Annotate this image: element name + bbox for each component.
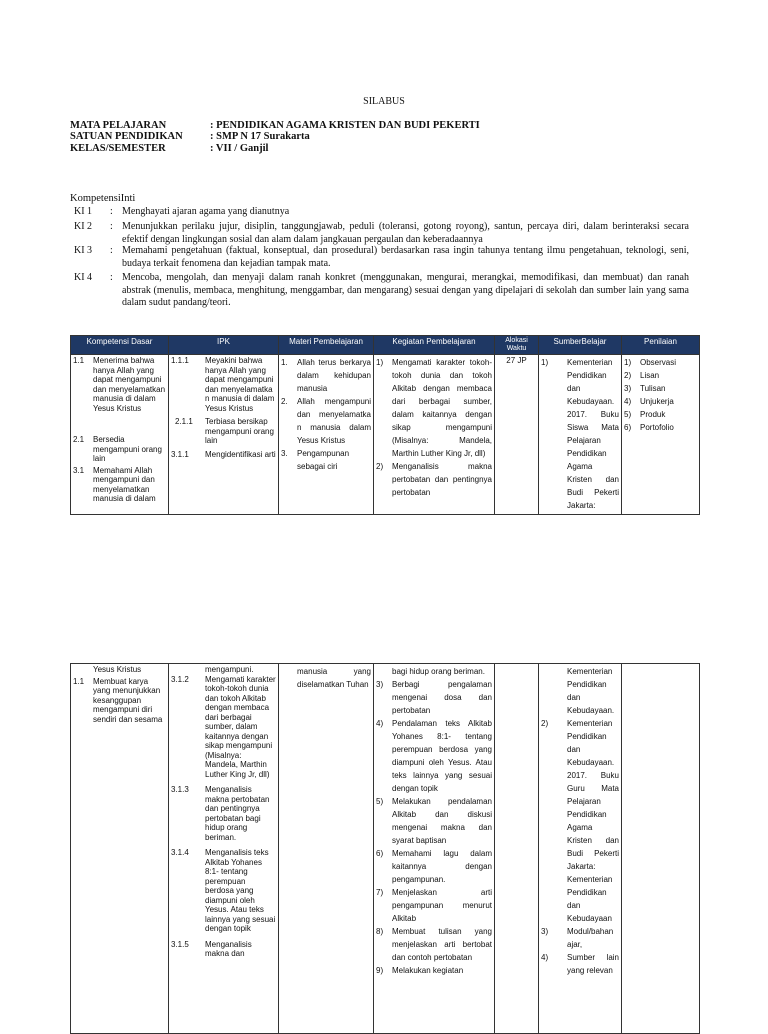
kd-item: 3.1 Memahami Allah mengampuni dan menyelamatkan manusia di dalam	[73, 465, 156, 503]
kd-item: 2.1 Bersedia mengampuni orang lain	[73, 435, 162, 463]
cell-materi	[279, 664, 374, 1034]
meta-label: SATUAN PENDIDIKAN	[70, 131, 183, 142]
cell-alokasi	[495, 664, 539, 1034]
table-row	[71, 355, 700, 515]
ki-code: KI 1	[74, 206, 93, 217]
ipk-item: 3.1.1 Mengidentifikasi arti	[171, 449, 276, 459]
table-row	[71, 664, 700, 1034]
kd-item: 1.1 Membuat karya yang menunjukkan kesanggupan mengampuni diri sendiri dan sesama	[73, 676, 163, 724]
ki-sep: :	[110, 272, 113, 283]
cell-materi	[279, 355, 374, 515]
penilaian-item: 4) Unjukerja	[624, 397, 674, 406]
ki-row	[74, 221, 689, 246]
table-header-row	[71, 336, 700, 355]
penilaian-item: 1) Observasi	[624, 358, 677, 367]
kegiatan-item: 7) Menjelaskan arti pengampunan menurut Alkitab	[376, 888, 492, 923]
kegiatan-item: 1) Mengamati karakter tokoh-tokoh dunia dan tokoh Alkitab dengan membaca dari berbagai sumber, dalam kaitannya dengan sikap mengampuni (Misalnya: Mandela, Marthin Luther King Jr, dll)	[376, 358, 492, 458]
ki-text: Menghayati ajaran agama yang dianutnya	[122, 206, 290, 217]
silabus-table-page2	[70, 663, 700, 1034]
ki-code: KI 3	[74, 245, 93, 256]
meta-value: : VII / Ganjil	[210, 143, 269, 154]
sumber-item: 1) Kementerian Pendidikan dan Kebudayaan. 2017. Buku Siswa Mata Pelajaran Pendidikan Agama Kristen dan Budi Pekerti Jakarta:	[541, 358, 619, 510]
kegiatan-item: 8) Membuat tulisan yang menjelaskan arti bertobat dan contoh pertobatan	[376, 927, 492, 962]
kegiatan-continuation: bagi hidup orang beriman.	[392, 667, 485, 676]
kegiatan-item: 3) Berbagi pengalaman mengenai dosa dan pertobatan	[376, 680, 492, 715]
meta-row-subject	[70, 120, 480, 131]
sumber-item: 2) Kementerian Pendidikan dan Kebudayaan. 2017. Buku Guru Mata Pelajaran Pendidikan Agama Kristen dan Budi Pekerti Jakarta: Kementerian Pendidikan dan Kebudayaan	[541, 719, 619, 923]
sumber-continuation: Kementerian Pendidikan dan Kebudayaan.	[567, 667, 615, 715]
silabus-table-page1	[70, 335, 700, 515]
ipk-item: 3.1.3 Menganalisis makna pertobatan dan pentingnya pertobatan bagi hidup orang beriman.	[171, 785, 270, 842]
meta-label: MATA PELAJARAN	[70, 120, 167, 131]
header-penilaian: Penilaian	[622, 336, 700, 355]
document-title: SILABUS	[363, 96, 405, 107]
penilaian-item: 6) Portofolio	[624, 423, 674, 432]
kegiatan-item: 5) Melakukan pendalaman Alkitab dan diskusi mengenai makna dan syarat baptisan	[376, 797, 492, 845]
cell-sumber	[539, 664, 622, 1034]
ki-code: KI 4	[74, 272, 93, 283]
ipk-item: 3.1.2 Mengamati karakter tokoh-tokoh dunia dan tokoh Alkitab dengan membaca dari berbagai sumber, dalam kaitannya dengan sikap mengampuni (Misalnya: Mandela, Marthin Luther King Jr, dll)	[171, 674, 276, 779]
ipk-continuation: mengampuni.	[205, 665, 254, 674]
cell-kompetensi-dasar	[71, 355, 169, 515]
ki-row	[74, 206, 689, 219]
meta-value: : SMP N 17 Surakarta	[210, 131, 310, 142]
ki-text: Menunjukkan perilaku jujur, disiplin, tanggungjawab, peduli (toleransi, gotong royong), santun, percaya diri, dalam berinteraksi secara efektif dengan lingkungan sosial dan alam dalam jangkauan pergaulan dan keberadaannya	[122, 221, 689, 245]
ki-sep: :	[110, 221, 113, 232]
kd-continuation: Yesus Kristus	[93, 665, 142, 674]
ki-row	[74, 245, 689, 270]
cell-kegiatan	[374, 664, 495, 1034]
cell-alokasi: 27 JP	[495, 355, 539, 515]
meta-label: KELAS/SEMESTER	[70, 143, 166, 154]
ki-text: Memahami pengetahuan (faktual, konseptual, dan prosedural) berdasarkan rasa ingin tahunya tentang ilmu pengetahuan, teknologi, seni, budaya terkait fenomena dan kejadian tampak mata.	[122, 245, 689, 269]
cell-kompetensi-dasar	[71, 664, 169, 1034]
header-kompetensi-dasar: Kompetensi Dasar	[71, 336, 169, 355]
kegiatan-item: 9) Melakukan kegiatan	[376, 966, 464, 975]
header-alokasi: Alokasi Waktu	[495, 336, 539, 355]
header-kegiatan: Kegiatan Pembelajaran	[374, 336, 495, 355]
meta-row-class	[70, 143, 268, 154]
materi-item: 1. Allah terus berkarya dalam kehidupan manusia	[281, 358, 371, 393]
kd-item: 1.1 Menerima bahwa hanya Allah yang dapat mengampuni dan menyelamatkan manusia di dalam Yesus Kristus	[73, 356, 166, 413]
penilaian-item: 3) Tulisan	[624, 384, 666, 393]
cell-ipk	[169, 664, 279, 1034]
header-materi: Materi Pembelajaran	[279, 336, 374, 355]
ki-row	[74, 272, 689, 310]
cell-kegiatan	[374, 355, 495, 515]
ki-sep: :	[110, 206, 113, 217]
sumber-item: 4) Sumber lain yang relevan	[541, 953, 619, 975]
penilaian-item: 2) Lisan	[624, 371, 660, 380]
kegiatan-item: 2) Menganalisis makna pertobatan dan pentingnya pertobatan	[376, 462, 492, 497]
sumber-item: 3) Modul/bahan ajar,	[541, 927, 614, 949]
header-ipk: IPK	[169, 336, 279, 355]
ipk-item: 3.1.5 Menganalisis makna dan	[171, 939, 252, 958]
ipk-item: 3.1.4 Menganalisis teks Alkitab Yohanes 8:1- tentang perempuan berdosa yang diampuni oleh Yesus. Atau teks lainnya yang sesuai dengan topik	[171, 848, 276, 933]
kompetensi-inti-heading: KompetensiInti	[70, 193, 136, 204]
cell-ipk	[169, 355, 279, 515]
cell-penilaian	[622, 664, 700, 1034]
kegiatan-item: 6) Memahami lagu dalam kaitannya dengan pengampunan.	[376, 849, 492, 884]
cell-penilaian	[622, 355, 700, 515]
header-sumber: SumberBelajar	[539, 336, 622, 355]
ki-code: KI 2	[74, 221, 93, 232]
ki-sep: :	[110, 245, 113, 256]
penilaian-item: 5) Produk	[624, 410, 666, 419]
ipk-item: 1.1.1 Meyakini bahwa hanya Allah yang dapat mengampuni dan menyelamatka n manusia di dalam Yesus Kristus	[171, 356, 275, 413]
ki-text: Mencoba, mengolah, dan menyaji dalam ranah konkret (menggunakan, mengurai, merangkai, memodifikasi, dan membuat) dan ranah abstrak (menulis, membaca, menghitung, menggambar, dan mengarang) sesuai dengan yang dipelajari di sekolah dan sumber lain yang sama dalam sudut pandang/teori.	[122, 272, 689, 308]
cell-sumber	[539, 355, 622, 515]
materi-item: 2. Allah mengampuni dan menyelamatka n manusia dalam Yesus Kristus	[281, 397, 371, 445]
materi-continuation: manusia yang diselamatkan Tuhan	[297, 667, 371, 689]
kegiatan-item: 4) Pendalaman teks Alkitab Yohanes 8:1- tentang perempuan berdosa yang diampuni oleh Yesus. Atau teks lainnya yang sesuai dengan topik	[376, 719, 492, 793]
meta-row-school	[70, 131, 310, 142]
ipk-item: 2.1.1 Terbiasa bersikap mengampuni orang lain	[175, 417, 274, 445]
meta-value: : PENDIDIKAN AGAMA KRISTEN DAN BUDI PEKERTI	[210, 120, 480, 131]
materi-item: 3. Pengampunan sebagai ciri	[281, 449, 350, 471]
